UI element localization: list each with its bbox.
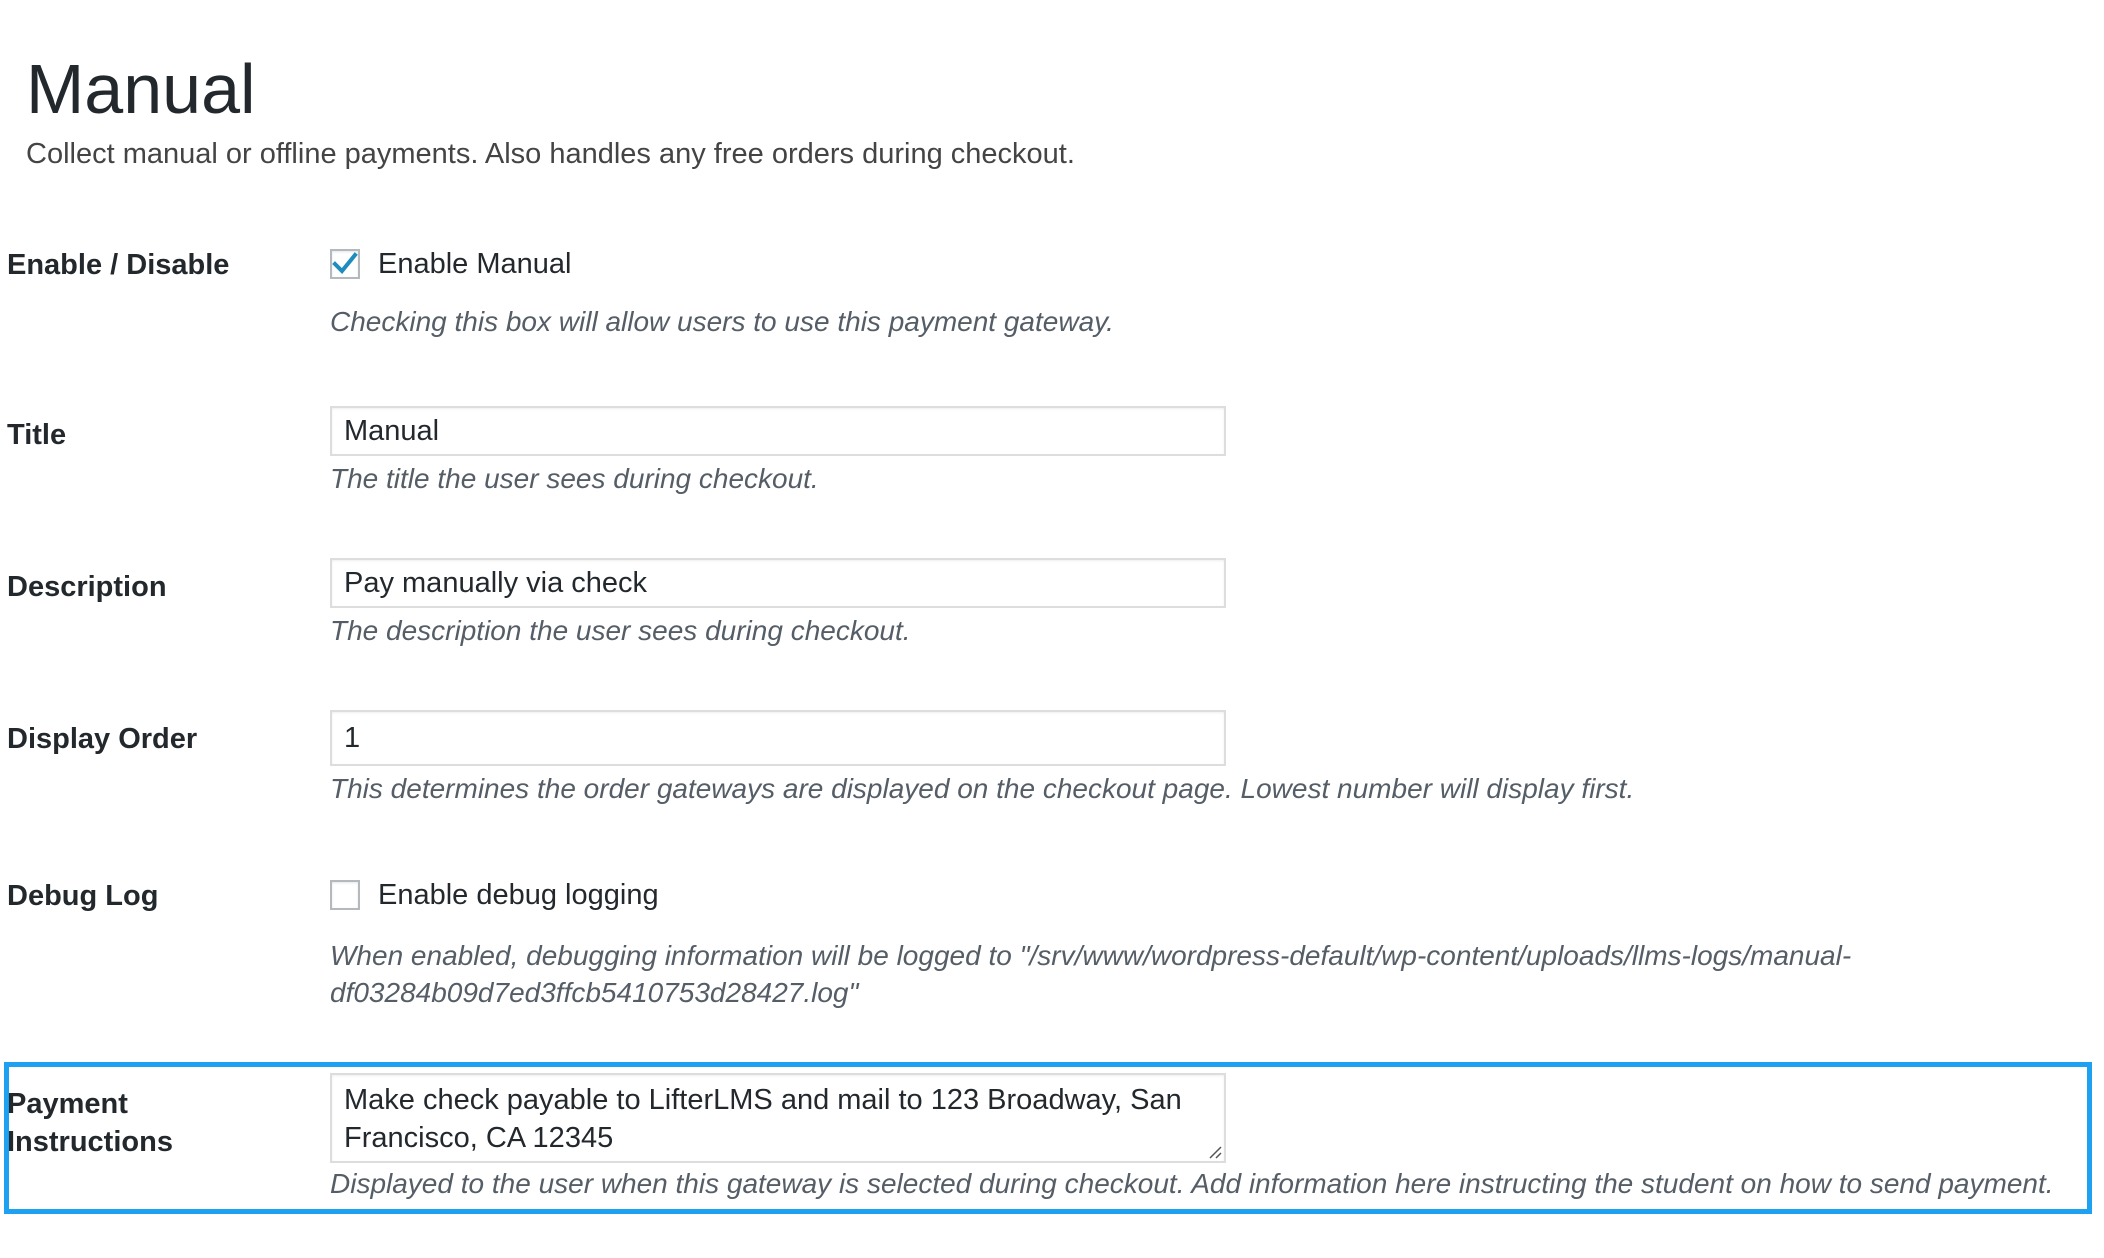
payment-instructions-help-text: Displayed to the user when this gateway is selected during checkout. Add information here instructing the student on how to send payment. [330, 1168, 2054, 1199]
debug-log-help-line1: When enabled, debugging information will be logged to "/srv/www/wordpress-default/wp-content/uploads/llms-logs/manual- [330, 940, 1852, 971]
payment-instructions-textarea[interactable] [330, 1073, 1226, 1163]
enable-debug-toggle[interactable] [330, 876, 659, 914]
enable-manual-checkbox[interactable] [330, 249, 360, 279]
enable-manual-field [330, 245, 571, 283]
enable-disable-label: Enable / Disable [7, 249, 230, 281]
display-order-label: Display Order [7, 723, 198, 755]
title-label: Title [7, 419, 67, 451]
title-help-text: The title the user sees during checkout. [330, 463, 819, 494]
title-input[interactable] [330, 406, 1226, 456]
checkmark-icon [332, 252, 358, 276]
payment-instructions-label-line2: Instructions [7, 1126, 173, 1158]
payment-instructions-label [7, 1085, 267, 1161]
display-order-input[interactable] [330, 710, 1226, 766]
display-order-help-text: This determines the order gateways are displayed on the checkout page. Lowest number will display first. [330, 773, 1635, 804]
page-subtitle: Collect manual or offline payments. Also handles any free orders during checkout. [26, 138, 1075, 170]
debug-log-label: Debug Log [7, 880, 159, 912]
debug-log-help-line2: df03284b09d7ed3ffcb5410753d28427.log" [330, 977, 859, 1008]
description-help-text: The description the user sees during checkout. [330, 615, 911, 646]
enable-manual-label: Enable Manual [378, 248, 572, 280]
description-input[interactable] [330, 558, 1226, 608]
page-title: Manual [26, 50, 256, 128]
resize-handle-icon[interactable] [1208, 1145, 1222, 1159]
enable-manual-toggle[interactable] [330, 245, 571, 283]
enable-debug-checkbox[interactable] [330, 880, 360, 910]
enable-help-text: Checking this box will allow users to use this payment gateway. [330, 306, 1114, 337]
description-label: Description [7, 571, 167, 603]
payment-instructions-label-line1: Payment [7, 1088, 128, 1120]
enable-debug-label: Enable debug logging [378, 879, 659, 911]
debug-log-field [330, 876, 659, 914]
